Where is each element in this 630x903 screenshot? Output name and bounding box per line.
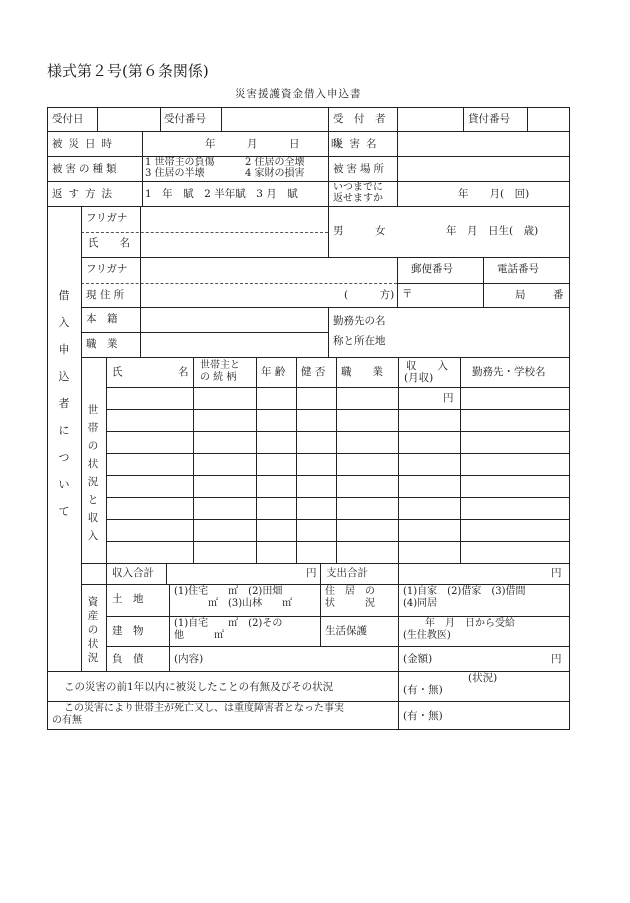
name-furigana-label: フリガナ [86,212,128,224]
debt-amount-field[interactable]: (金額) [403,653,433,665]
welfare-type-field[interactable]: (生住教医) [403,630,451,641]
expense-total-yen: 円 [551,567,562,579]
household-col-relation-2: の 続 柄 [200,372,237,383]
rule [47,156,570,157]
phone-number-label: 電話番号 [497,263,539,275]
repay-until-label-1: いつまでに [333,182,383,193]
income-total-label: 収入合計 [112,567,154,579]
rule [142,131,143,207]
name-label: 氏 名 [88,237,130,249]
rule [527,107,528,131]
damage-type-label: 被害の種類 [52,163,120,175]
rule [398,584,399,701]
rule [106,646,570,647]
rule [106,541,570,542]
postal-mark: 〒 [402,288,413,300]
rule [81,584,570,585]
rule [47,131,570,132]
address-care-of-field[interactable]: ( 方) [344,289,395,301]
household-col-workplace: 勤務先・学校名 [472,366,546,378]
loan-number-field[interactable] [530,113,566,129]
address-furigana-label: フリガナ [86,263,128,275]
furigana-dashed-rule [81,232,328,233]
rule [460,357,461,563]
repayment-method-label: 返す方法 [52,188,118,200]
prior-disaster-question: この災害の前1年以内に被災したことの有無及びその状況 [64,681,334,693]
household-col-health: 健 否 [301,366,326,378]
registered-domicile-label: 本 籍 [86,313,118,325]
receiver-field[interactable] [400,113,460,129]
head-death-question-2: の有無 [52,715,82,726]
damage-option-injury[interactable]: 1 世帯主の負傷 [145,157,215,168]
furigana-dashed-rule [81,283,397,284]
debt-yen: 円 [551,653,562,665]
prior-disaster-answer[interactable]: (有・無) [403,684,443,696]
rule [328,107,329,257]
damage-option-property[interactable]: 4 家財の損害 [245,168,305,179]
debt-content-field[interactable]: (内容) [174,653,204,665]
head-death-answer[interactable]: (有・無) [403,710,443,722]
rule [398,563,399,584]
repay-until-label-2: 返せますか [333,193,383,204]
repayment-method-options[interactable]: 1 年 賦 2 半年賦 3 月 賦 [145,188,298,200]
rule [320,563,321,584]
disaster-datetime-label: 被災日時 [52,138,118,150]
head-death-question-1: この災害により世帯主が死亡又し、は重度障害者となった事実 [64,703,344,714]
rule [47,206,570,207]
rule [397,107,398,207]
rule [81,257,570,258]
rule [47,701,570,702]
residence-option-line-2[interactable]: (4)同居 [403,598,438,609]
postal-code-label: 郵便番号 [411,263,453,275]
rule [221,107,222,131]
damage-option-total-loss[interactable]: 2 住居の全壊 [245,157,305,168]
welfare-start-field[interactable]: 年 月 日から受給 [425,618,515,629]
reception-number-label: 受付番号 [164,113,206,125]
rule [140,206,141,357]
rule [106,431,570,432]
household-col-occupation: 職 業 [341,366,383,378]
rule [81,357,570,358]
household-col-name-2: 名 [178,366,189,378]
reception-number-field[interactable] [224,113,324,129]
rule [296,357,297,563]
rule [106,453,570,454]
rule [106,616,570,617]
applicant-section-label: 借入申込者について [58,289,70,518]
workplace-label-2: 称と所在地 [333,335,386,347]
income-total-yen: 円 [306,567,317,579]
residence-option-line-1[interactable]: (1)自家 (2)借家 (3)借間 [403,586,526,597]
rule [106,497,570,498]
rule [397,257,398,307]
workplace-field[interactable] [400,311,566,353]
household-col-income-2: (月収) [404,372,434,384]
rule [463,107,464,131]
name-field[interactable] [143,235,325,254]
rule [336,357,337,563]
debt-label: 負 債 [112,653,144,665]
residence-status-label-2: 状 況 [325,598,375,609]
rule [47,181,570,182]
receiver-label: 受 付 者 [333,113,386,125]
rule [160,107,161,131]
rule [256,357,257,563]
building-option-line-2[interactable]: 他 ㎡ [174,630,224,641]
assets-section-label: 資産の状況 [87,596,99,664]
current-address-label: 現 住 所 [86,289,125,301]
rule [106,475,570,476]
rule [398,357,399,563]
rule [328,307,329,357]
rule [193,357,194,563]
loan-number-label: 貸付番号 [468,113,510,125]
rule [166,563,167,584]
reception-date-field[interactable] [100,113,158,129]
building-option-line-1[interactable]: (1)自宅 ㎡ (2)その [174,618,283,629]
building-label: 建 物 [112,625,144,637]
rule [106,387,570,388]
household-col-name-1: 氏 [112,366,123,378]
rule [106,519,570,520]
household-section-label: 世帯の状況と収入 [87,404,99,542]
damage-location-field[interactable] [400,162,566,178]
rule [106,409,570,410]
household-col-income-1: 収 入 [406,360,448,372]
land-label: 土 地 [112,593,144,605]
registered-domicile-field[interactable] [143,311,325,329]
occupation-field[interactable] [143,336,325,354]
household-col-age: 年 齢 [261,366,286,378]
occupation-label: 職 業 [86,338,118,350]
rule [81,332,328,333]
residence-status-label-1: 住 居 の [325,586,375,597]
phone-exchange-label: 局 [515,289,526,301]
damage-location-label: 被害場所 [333,163,387,175]
prior-disaster-status-label: (状況) [468,672,498,684]
rule [81,563,570,564]
disaster-datetime-field[interactable]: 年 月 日 時 [205,138,342,150]
land-option-line-2[interactable]: ㎡ (3)山林 ㎡ [208,598,293,609]
rule [398,701,399,730]
address-furigana-field[interactable] [143,261,393,279]
form-number-label: 様式第２号(第６条関係) [47,62,209,80]
form-title: 災害援護資金借入申込書 [235,88,362,100]
household-income-yen-unit: 円 [443,392,454,404]
expense-total-label: 支出合計 [326,567,368,579]
repay-until-field[interactable]: 年 月( 回) [458,188,530,200]
disaster-name-field[interactable] [400,137,566,153]
damage-option-half-loss[interactable]: 3 住居の半壊 [145,168,205,179]
household-col-relation-1: 世帯主と [200,360,240,371]
reception-date-label: 受付日 [52,113,84,125]
birth-date-field[interactable]: 年 月 日生( 歳) [446,225,539,237]
phone-number-suffix-label: 番 [553,289,564,301]
land-option-line-1[interactable]: (1)住宅 ㎡ (2)田畑 [174,586,283,597]
rule [320,584,321,646]
name-furigana-field[interactable] [143,211,325,229]
rule [169,584,170,671]
rule [97,107,98,131]
welfare-label: 生活保護 [325,625,367,637]
disaster-name-label: 災害名 [333,138,383,150]
gender-selector[interactable]: 男 女 [333,225,386,237]
rule [81,307,570,308]
rule [106,357,107,671]
workplace-label-1: 勤務先の名 [333,315,386,327]
rule [483,257,484,307]
rule [81,206,82,671]
